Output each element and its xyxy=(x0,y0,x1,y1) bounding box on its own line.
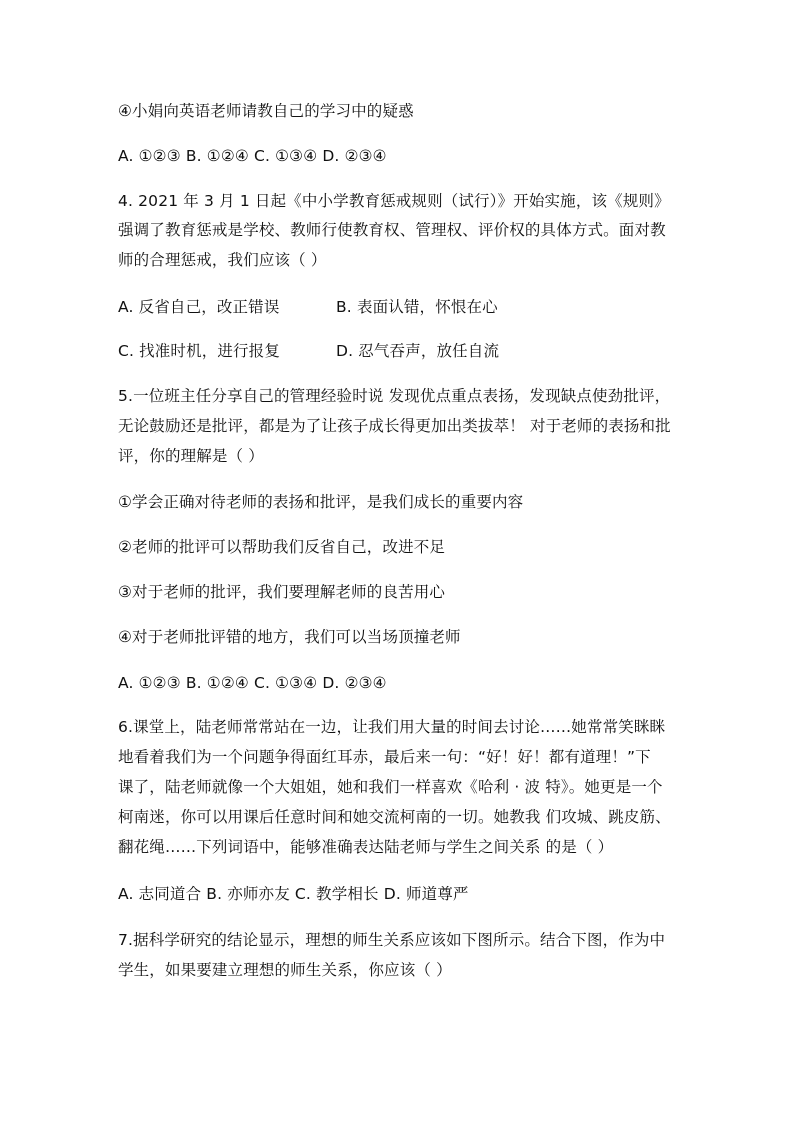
q4-stem-line-1: 4. 2021 年 3 月 1 日起《中小学教育惩戒规则（试行）》开始实施，该《规则》 xyxy=(118,192,670,210)
q5-item-3: ③对于老师的批评，我们要理解老师的良苦用心 xyxy=(118,583,446,601)
q6-stem-line-2: 地看着我们为一个问题争得面红耳赤，最后来一句：“好！好！都有道理！”下 xyxy=(118,748,651,766)
q4-option-a: A. 反省自己，改正错误 xyxy=(118,298,280,316)
q7-stem-line-2: 学生，如果要建立理想的师生关系，你应该（ ） xyxy=(118,961,452,979)
q5-item-4: ④对于老师批评错的地方，我们可以当场顶撞老师 xyxy=(118,628,461,646)
q7-stem-line-1: 7.据科学研究的结论显示，理想的师生关系应该如下图所示。结合下图，作为中 xyxy=(118,931,666,949)
q6-options: A. 志同道合 B. 亦师亦友 C. 教学相长 D. 师道尊严 xyxy=(118,885,469,903)
q6-stem-line-4: 柯南迷，你可以用课后任意时间和她交流柯南的一切。她教我 们攻城、跳皮筋、 xyxy=(118,808,671,826)
q5-options: A. ①②③ B. ①②④ C. ①③④ D. ②③④ xyxy=(118,674,387,692)
q4-options-row-2 xyxy=(118,340,693,362)
q3-item-4: ④小娟向英语老师请教自己的学习中的疑惑 xyxy=(118,102,414,120)
q6-stem-line-5: 翻花绳……下列词语中，能够准确表达陆老师与学生之间关系 的是（ ） xyxy=(118,838,614,856)
q4-options-row-1 xyxy=(118,296,693,318)
q5-stem-line-2: 无论鼓励还是批评，都是为了让孩子成长得更加出类拔萃！ 对于老师的表扬和批 xyxy=(118,417,671,435)
q5-stem-line-1: 5.一位班主任分享自己的管理经验时说 发现优点重点表扬，发现缺点使劲批评， xyxy=(118,387,671,405)
q5-stem-line-3: 评，你的理解是（ ） xyxy=(118,447,264,465)
q5-item-1: ①学会正确对待老师的表扬和批评，是我们成长的重要内容 xyxy=(118,493,524,511)
q6-stem-line-1: 6.课堂上，陆老师常常站在一边，让我们用大量的时间去讨论……她常常笑眯眯 xyxy=(118,718,666,736)
q4-stem-line-3: 师的合理惩戒，我们应该（ ） xyxy=(118,251,327,269)
q4-option-c: C. 找准时机，进行报复 xyxy=(118,342,280,360)
q4-stem-line-2: 强调了教育惩戒是学校、教师行使教育权、管理权、评价权的具体方式。面对教 xyxy=(118,221,666,239)
q3-options: A. ①②③ B. ①②④ C. ①③④ D. ②③④ xyxy=(118,147,387,165)
q6-stem-line-3: 课了，陆老师就像一个大姐姐，她和我们一样喜欢《哈利 · 波 特》。她更是一个 xyxy=(118,778,663,796)
q5-item-2: ②老师的批评可以帮助我们反省自己，改进不足 xyxy=(118,538,446,556)
q4-option-b: B. 表面认错，怀恨在心 xyxy=(336,298,498,316)
q4-option-d: D. 忍气吞声，放任自流 xyxy=(336,342,500,360)
